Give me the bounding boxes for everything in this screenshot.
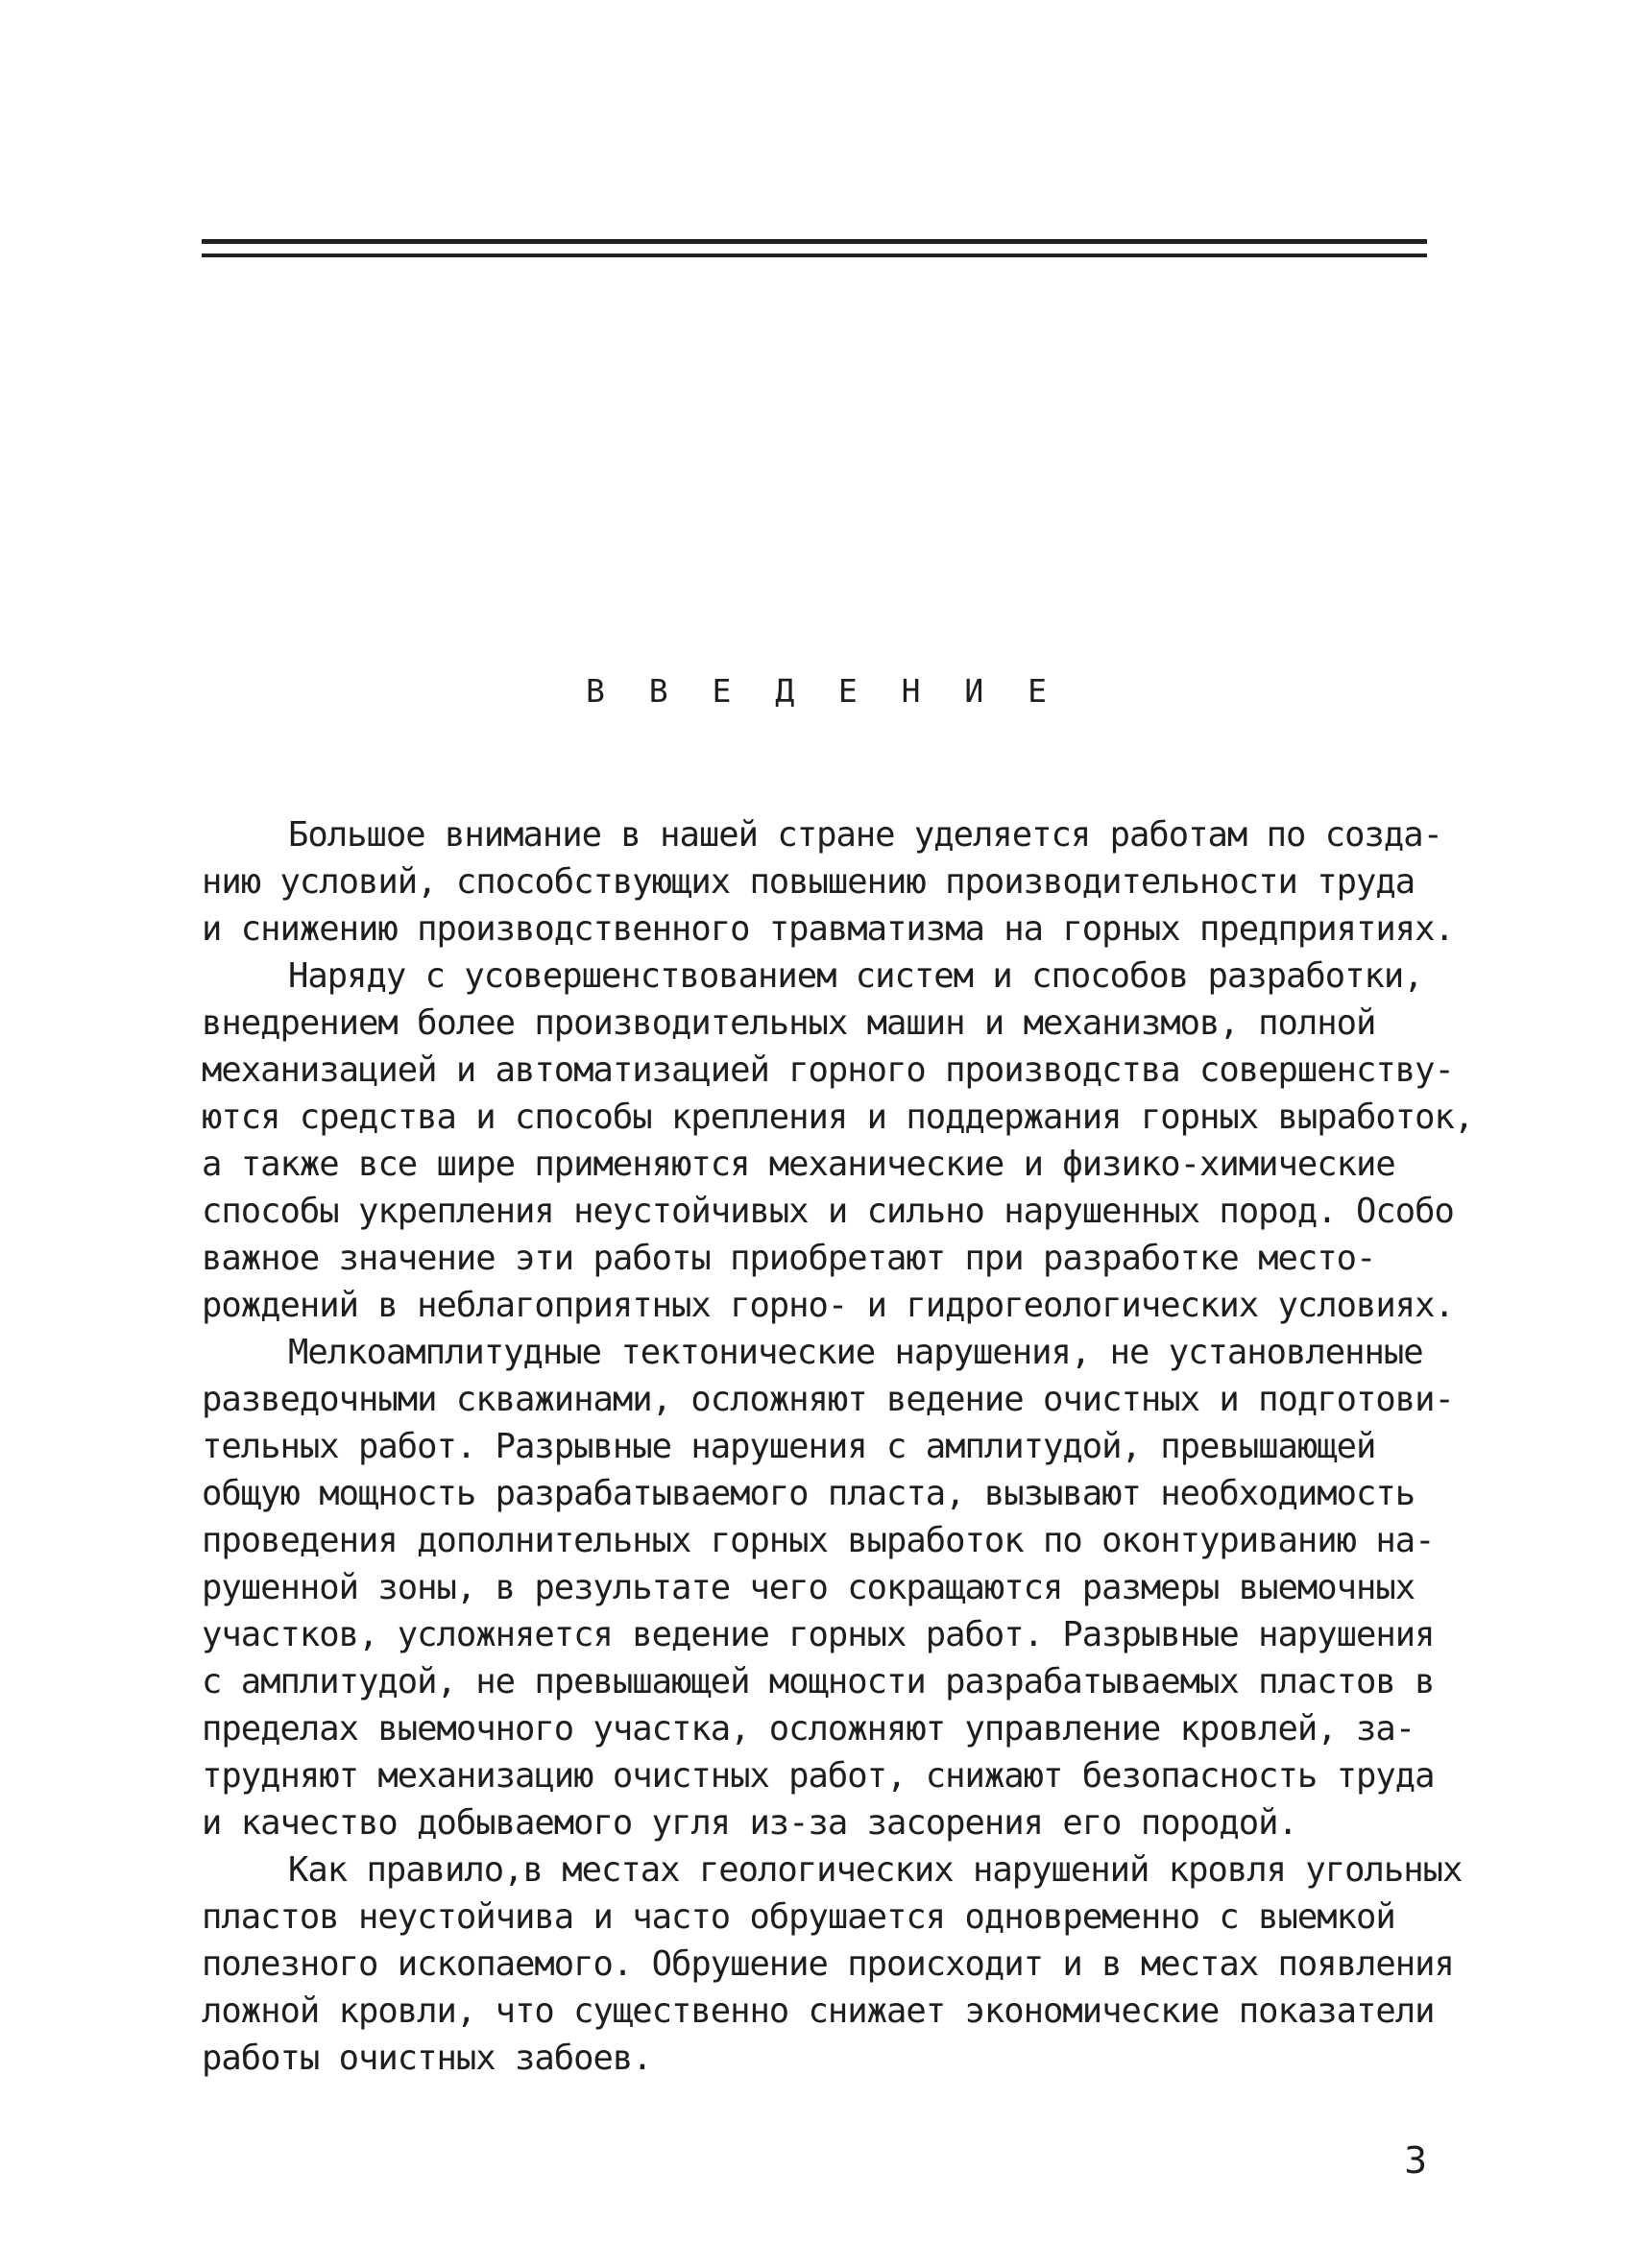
text-line: пределах выемочного участка, осложняют управление кровлей, за- <box>202 1709 1415 1749</box>
body-text <box>202 811 1474 2082</box>
text-line: нию условий, способствующих повышению производительности труда <box>202 862 1415 902</box>
header-rule-top <box>202 239 1427 244</box>
text-line: ложной кровли, что существенно снижает экономические показатели <box>202 1991 1435 2031</box>
text-line: рушенной зоны, в результате чего сокращаются размеры выемочных <box>202 1568 1415 1607</box>
text-line: участков, усложняется ведение горных работ. Разрывные нарушения <box>202 1615 1435 1654</box>
text-line: Как правило,в местах геологических нарушений кровля угольных <box>288 1850 1463 1890</box>
text-line: и снижению производственного травматизма на горных предприятиях. <box>202 909 1454 949</box>
section-heading: В В Е Д Е Н И Е <box>585 672 1059 710</box>
text-line: разведочными скважинами, осложняют ведение очистных и подготови- <box>202 1380 1454 1419</box>
header-rule-bottom <box>202 253 1427 257</box>
text-line: общую мощность разрабатываемого пласта, вызывают необходимость <box>202 1474 1415 1513</box>
text-line: важное значение эти работы приобретают при разработке место- <box>202 1239 1376 1278</box>
text-line: тельных работ. Разрывные нарушения с амплитудой, превышающей <box>202 1427 1376 1466</box>
text-line: с амплитудой, не превышающей мощности разрабатываемых пластов в <box>202 1662 1435 1701</box>
text-line: полезного ископаемого. Обрушение происходит и в местах появления <box>202 1944 1454 1984</box>
text-line: трудняют механизацию очистных работ, снижают безопасность труда <box>202 1756 1435 1796</box>
text-line: и качество добываемого угля из-за засорения его породой. <box>202 1803 1297 1843</box>
text-line: Наряду с усовершенствованием систем и способов разработки, <box>288 956 1423 996</box>
text-line: ются средства и способы крепления и поддержания горных выработок, <box>202 1098 1474 1137</box>
text-line: проведения дополнительных горных выработок по оконтуриванию на- <box>202 1521 1435 1560</box>
text-line: механизацией и автоматизацией горного производства совершенству- <box>202 1050 1454 1090</box>
text-line: Большое внимание в нашей стране уделяется работам по созда- <box>288 815 1442 855</box>
text-line: пластов неустойчива и часто обрушается одновременно с выемкой <box>202 1897 1395 1937</box>
text-line: Мелкоамплитудные тектонические нарушения, не установленные <box>288 1333 1423 1372</box>
text-line: внедрением более производительных машин и механизмов, полной <box>202 1003 1376 1043</box>
text-line: рождений в неблагоприятных горно- и гидрогеологических условиях. <box>202 1286 1454 1325</box>
text-line: способы укрепления неустойчивых и сильно нарушенных пород. Особо <box>202 1192 1454 1231</box>
text-line: работы очистных забоев. <box>202 2039 652 2078</box>
page-number: 3 <box>1404 2139 1428 2182</box>
text-line: а также все шире применяются механические и физико-химические <box>202 1145 1395 1184</box>
